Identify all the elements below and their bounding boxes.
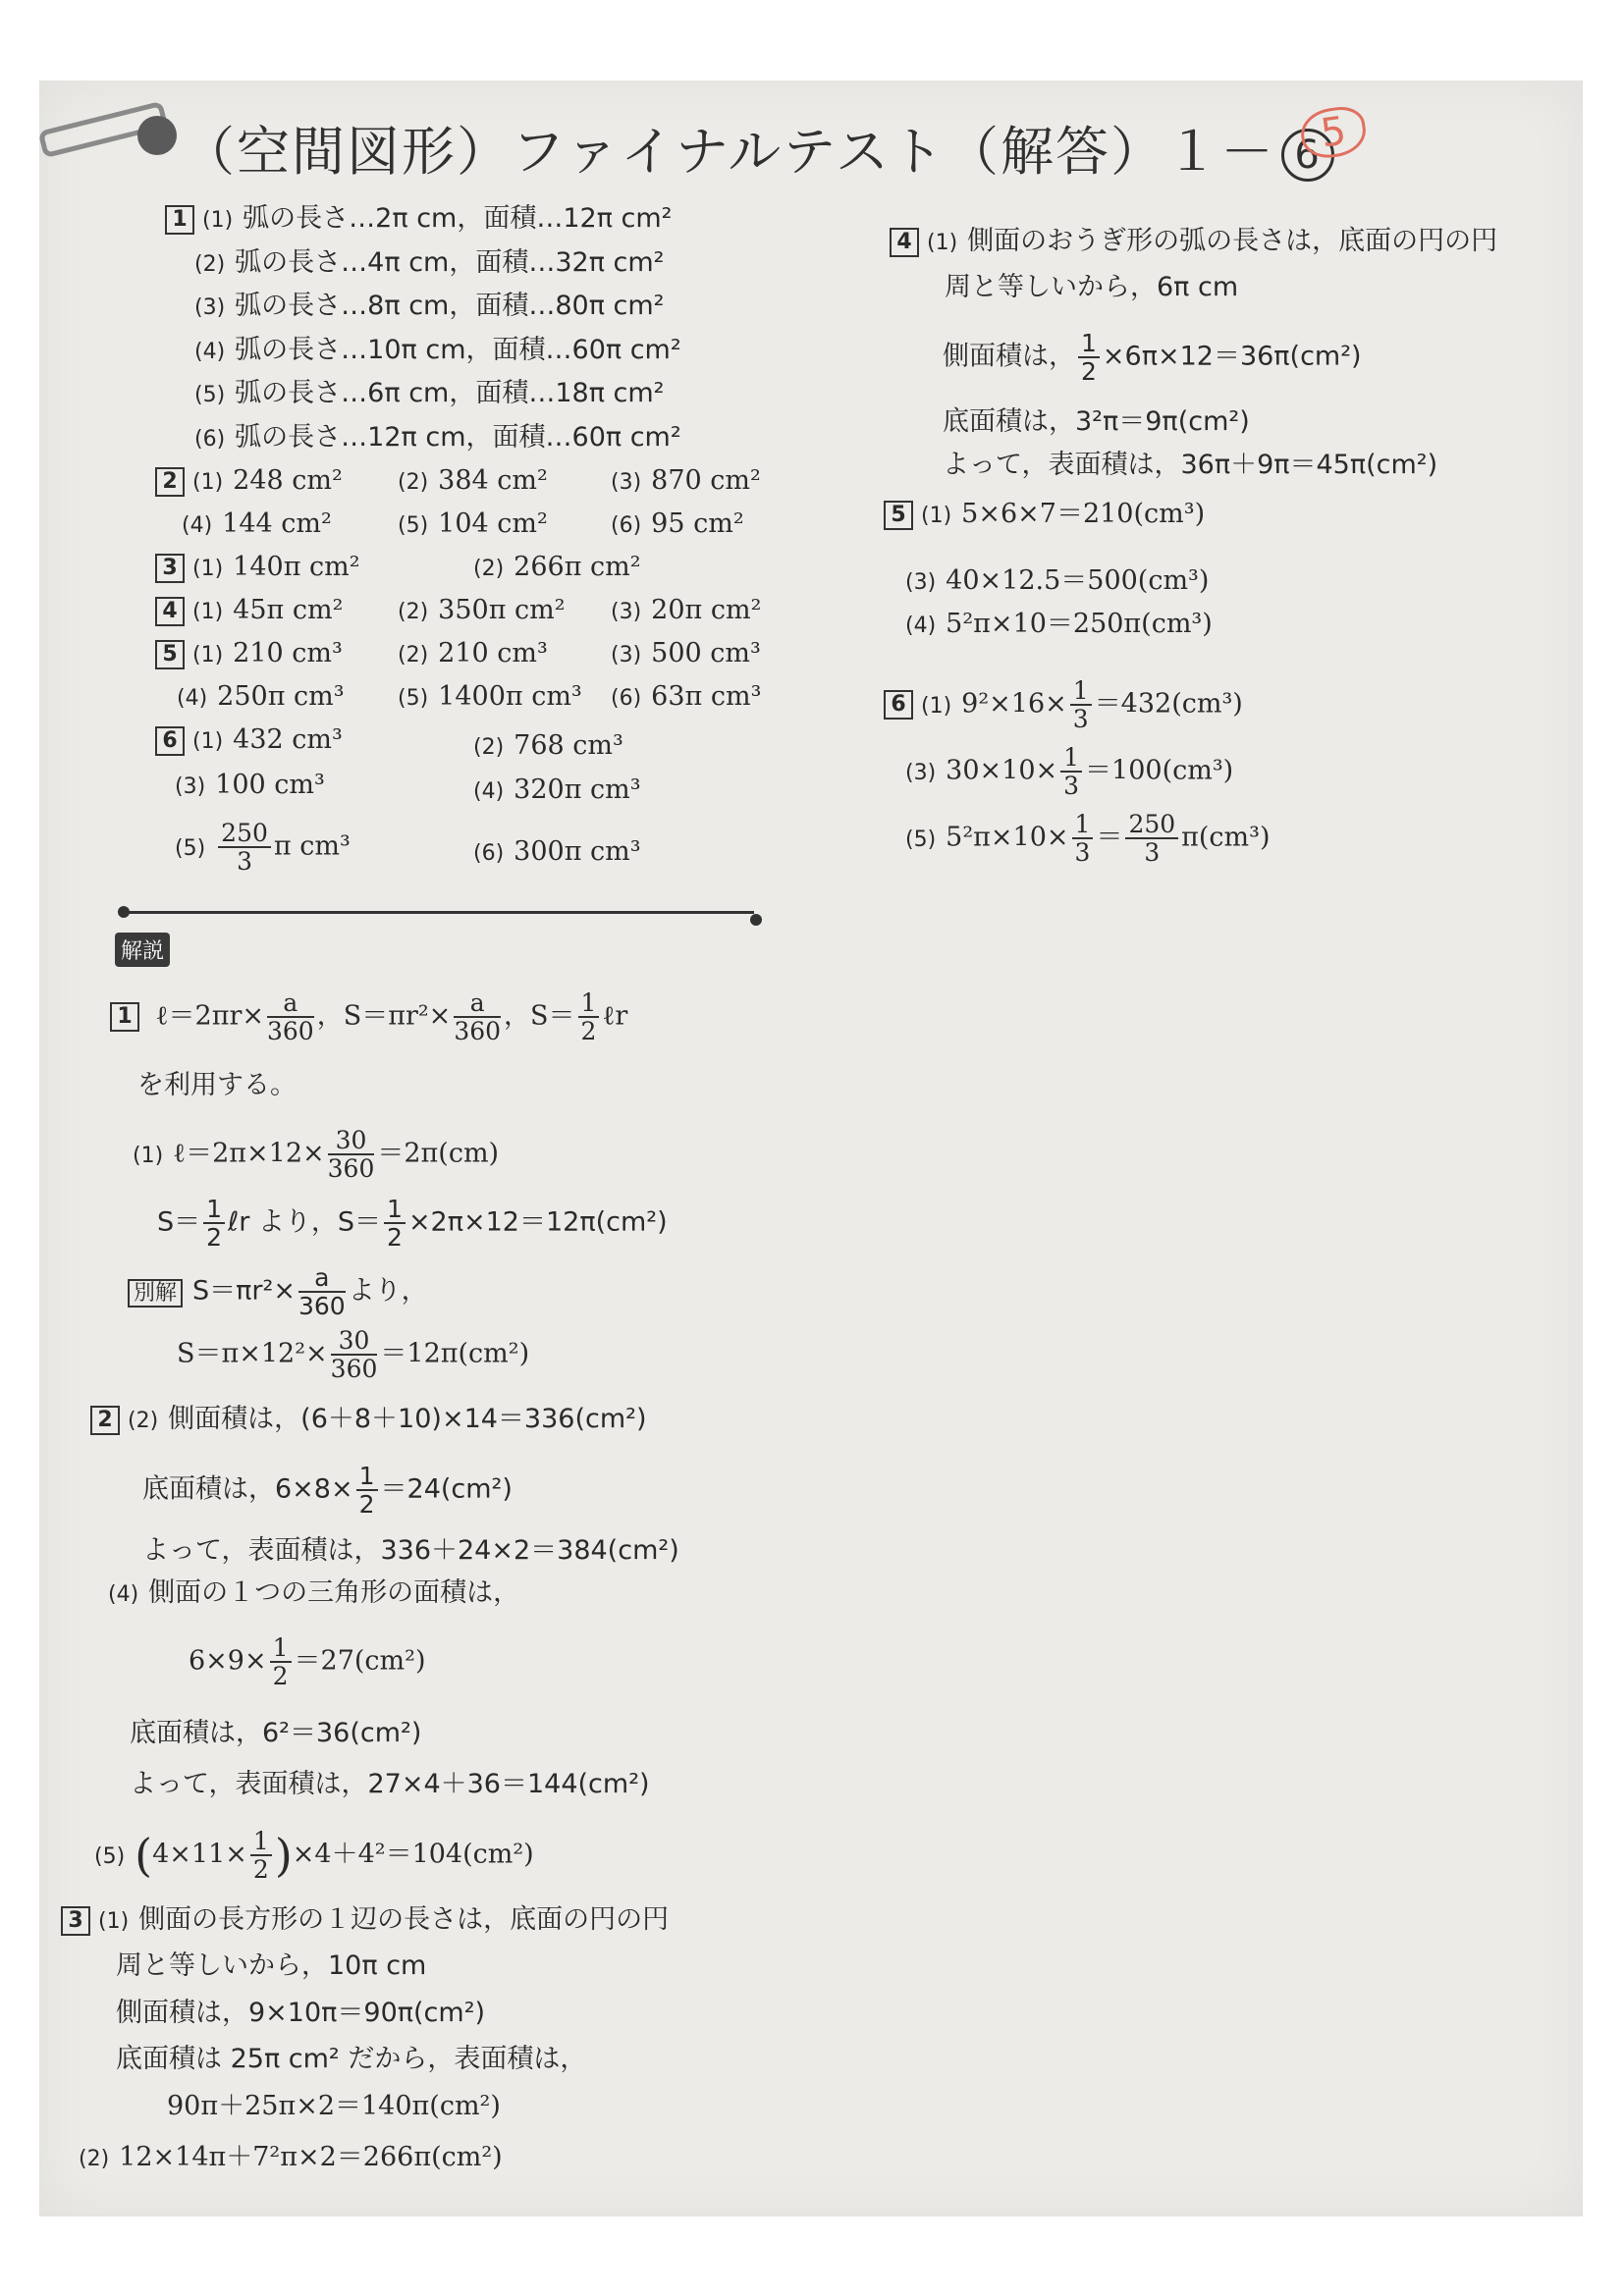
denominator: 3 (1063, 772, 1080, 800)
answer-text: 弧の長さ…10π cm，面積…60π cm² (235, 335, 681, 365)
item-number: (6) (611, 513, 642, 538)
item-number: (3) (611, 600, 642, 624)
formula-part: ＝12π(cm²) (380, 1338, 530, 1369)
formula-part: ＝100(cm³) (1085, 755, 1234, 786)
formula-part: ，S＝ (504, 1000, 575, 1032)
formula-part: ×6π×12＝36π(cm²) (1102, 341, 1362, 372)
formula-part: π(cm³) (1181, 822, 1271, 853)
fraction (1125, 811, 1178, 866)
item-number: (1) (202, 208, 234, 233)
commentary-q1-alt-calc (177, 1327, 529, 1382)
formula-part: 40×12.5＝500(cm³) (946, 565, 1210, 596)
answer-q6-4 (473, 773, 641, 810)
denominator: 360 (330, 1355, 378, 1383)
fraction (578, 989, 600, 1044)
formula-part: ℓr (602, 1000, 628, 1032)
page-title (182, 110, 1334, 186)
formula-part: S＝πr²× (192, 1275, 296, 1307)
answer-q1-5 (194, 376, 665, 413)
commentary-q1-1-arc (133, 1127, 499, 1182)
item-number: (5) (398, 513, 429, 538)
answer-text: π cm³ (273, 830, 351, 862)
item-number: (3) (194, 295, 226, 320)
fraction (1070, 677, 1092, 732)
answer-q2-5 (398, 507, 548, 544)
item-number: (3) (175, 774, 206, 799)
fraction (218, 820, 271, 875)
numerator: 1 (250, 1828, 272, 1856)
answer-q2-row1 (155, 463, 343, 501)
denominator: 2 (580, 1017, 597, 1045)
question-number-box: 1 (110, 1002, 139, 1032)
commentary-q4-1-a (890, 224, 1497, 261)
answer-text: 45π cm² (233, 595, 344, 625)
answer-q2-3 (611, 463, 761, 501)
fraction (267, 989, 314, 1044)
formula-part: ℓ＝2πr× (155, 1000, 264, 1032)
answer-text: 248 cm² (233, 465, 343, 496)
title-text: （空間図形）ファイナルテスト（解答）１－ (182, 121, 1276, 183)
numerator: 1 (1072, 811, 1094, 839)
answer-text: 20π cm² (651, 595, 762, 625)
commentary-q1-1-area (157, 1196, 668, 1251)
item-number: (4) (905, 614, 937, 638)
answer-q2-6 (611, 507, 744, 544)
divider-dot-right (750, 914, 762, 926)
answer-text: 63π cm³ (651, 681, 762, 712)
item-number: (3) (905, 760, 937, 785)
numerator: 1 (356, 1463, 378, 1491)
question-number-box: 3 (155, 554, 185, 583)
fraction (1078, 330, 1100, 385)
commentary-q6-5 (905, 811, 1271, 866)
answer-text: 320π cm³ (514, 774, 641, 805)
item-number: (4) (108, 1582, 139, 1607)
answer-text: 144 cm² (222, 508, 332, 539)
fraction (298, 1264, 346, 1319)
formula-part: ＝432(cm³) (1094, 688, 1243, 720)
formula-part: ℓr より，S＝ (228, 1206, 382, 1238)
denominator: 360 (266, 1017, 314, 1045)
answer-q2-2 (398, 463, 548, 501)
item-number: (4) (182, 513, 213, 538)
commentary-q2-2-total: よって，表面積は，336＋24×2＝384(cm²) (142, 1535, 679, 1566)
answer-q4-3 (611, 593, 761, 630)
formula-part: ＝2π(cm) (377, 1138, 500, 1169)
denominator: 360 (298, 1292, 346, 1320)
answer-text: 弧の長さ…2π cm，面積…12π cm² (243, 203, 673, 234)
formula-part: ×2π×12＝12π(cm²) (407, 1206, 668, 1238)
denominator: 2 (206, 1223, 223, 1252)
denominator: 360 (327, 1154, 375, 1183)
alt-solution-label: 別解 (128, 1279, 183, 1308)
item-number: (2) (79, 2147, 110, 2171)
title-circled-number: 6 (1281, 129, 1334, 182)
commentary-q1-alt (128, 1264, 428, 1319)
answer-q1-3 (194, 289, 665, 326)
question-number-box: 1 (165, 205, 194, 235)
item-number: (1) (921, 504, 952, 528)
denominator: 2 (387, 1223, 403, 1252)
paren-open: ( (135, 1829, 153, 1882)
numerator: 1 (1060, 744, 1082, 773)
answer-q6-3 (175, 768, 325, 805)
answer-text: 350π cm² (438, 595, 566, 625)
answer-text: 弧の長さ…8π cm，面積…80π cm² (235, 291, 665, 321)
denominator: 360 (454, 1017, 502, 1045)
denominator: 3 (237, 847, 252, 876)
numerator: a (454, 989, 501, 1018)
answer-text: 100 cm³ (215, 770, 325, 800)
commentary-q3-2 (79, 2140, 503, 2177)
handwritten-mark: 5 (1298, 104, 1369, 162)
answer-q1-4 (194, 333, 681, 370)
item-number: (2) (194, 252, 226, 277)
answer-text: 104 cm² (438, 508, 548, 539)
formula-part: S＝ (157, 1206, 201, 1238)
formula-part: 側面の１つの三角形の面積は， (148, 1577, 520, 1608)
item-number: (1) (133, 1143, 164, 1168)
numerator: 250 (218, 820, 271, 848)
answer-q6-5 (175, 820, 351, 875)
item-number: (4) (177, 686, 208, 711)
commentary-q4-1-e: 底面積は，3²π＝9π(cm²) (943, 406, 1250, 437)
answer-text: 250π cm³ (217, 681, 345, 712)
denominator: 2 (252, 1855, 269, 1884)
answer-q5-2 (398, 636, 548, 673)
commentary-q2-4-base: 底面積は，6²＝36(cm²) (130, 1718, 422, 1748)
commentary-q3-1-d: 底面積は 25π cm² だから，表面積は， (116, 2044, 587, 2074)
answer-text: 300π cm³ (514, 836, 641, 867)
answer-q5-5 (398, 679, 582, 717)
denominator: 3 (1072, 705, 1089, 733)
numerator: 1 (1078, 330, 1100, 358)
item-number: (2) (398, 600, 429, 624)
item-number: (4) (194, 340, 226, 364)
answer-q1-1 (165, 201, 673, 239)
item-number: (5) (94, 1843, 126, 1869)
answer-q3-1 (155, 550, 360, 587)
fraction (454, 989, 501, 1044)
commentary-q2-4-intro (108, 1575, 519, 1613)
numerator: a (267, 989, 314, 1018)
answer-q4-1 (155, 593, 343, 630)
numerator: 250 (1125, 811, 1178, 839)
item-number: (1) (192, 729, 224, 754)
item-number: (3) (611, 470, 642, 495)
item-number: (2) (398, 470, 429, 495)
formula-part: ＝27(cm²) (294, 1645, 426, 1677)
commentary-q1-use: を利用する。 (137, 1070, 297, 1100)
item-number: (1) (921, 693, 952, 719)
commentary-q5-4 (905, 607, 1213, 644)
commentary-q5-3 (905, 563, 1209, 601)
formula-part: ℓ＝2π×12× (173, 1138, 325, 1169)
item-number: (5) (194, 383, 226, 407)
answer-text: 266π cm² (514, 552, 641, 582)
answer-q1-2 (194, 245, 665, 283)
numerator: 1 (578, 989, 600, 1018)
commentary-q4-1-b: 周と等しいから，6π cm (945, 272, 1239, 302)
fraction (270, 1634, 292, 1689)
fraction (356, 1463, 378, 1518)
commentary-label: 解説 (115, 933, 170, 967)
answer-text: 210 cm³ (438, 638, 548, 668)
commentary-q3-1-c: 側面積は，9×10π＝90π(cm²) (116, 1998, 486, 2028)
section-divider (126, 911, 754, 914)
item-number: (6) (194, 427, 226, 452)
item-number: (6) (473, 841, 505, 866)
answer-text: 弧の長さ…4π cm，面積…32π cm² (235, 247, 665, 278)
question-number-box: 3 (61, 1906, 90, 1936)
item-number: (3) (905, 570, 937, 595)
formula-part: 側面の長方形の１辺の長さは，底面の円の円 (138, 1904, 670, 1935)
commentary-q1-formulas (110, 989, 627, 1044)
numerator: 30 (331, 1327, 378, 1356)
numerator: 30 (328, 1127, 375, 1155)
item-number: (2) (473, 557, 505, 581)
commentary-q6-1 (884, 677, 1243, 732)
formula-part: 30×10× (946, 755, 1058, 786)
answer-text: 870 cm² (651, 465, 761, 496)
numerator: 1 (384, 1196, 406, 1224)
formula-part: 9²×16× (961, 688, 1067, 720)
fraction (1060, 744, 1082, 799)
answer-text: 弧の長さ…6π cm，面積…18π cm² (235, 378, 665, 408)
answer-q2-4 (182, 507, 332, 544)
commentary-q2-4-total: よって，表面積は，27×4＋36＝144(cm²) (130, 1769, 650, 1799)
formula-part: 側面のおうぎ形の弧の長さは，底面の円の円 (967, 226, 1498, 256)
answer-q5-4 (177, 679, 345, 717)
numerator: 1 (270, 1634, 292, 1663)
item-number: (1) (927, 231, 958, 255)
answer-text: 210 cm³ (233, 638, 343, 668)
item-number: (1) (192, 557, 224, 581)
answer-q1-6 (194, 420, 681, 457)
formula-part: 底面積は，6×8× (142, 1473, 353, 1505)
answer-q6-2 (473, 728, 623, 766)
question-number-box: 4 (155, 597, 185, 626)
commentary-q4-1-c (943, 330, 1362, 385)
item-number: (1) (192, 470, 224, 495)
answer-q6-6 (473, 834, 641, 872)
answer-text: 432 cm³ (233, 724, 343, 755)
answer-q5-3 (611, 636, 761, 673)
numerator: a (298, 1264, 346, 1293)
formula-part: ，S＝πr²× (316, 1000, 452, 1032)
question-number-box: 2 (90, 1406, 120, 1435)
item-number: (1) (192, 600, 224, 624)
numerator: 1 (203, 1196, 225, 1224)
item-number: (2) (473, 735, 505, 760)
paren-close: ) (274, 1829, 293, 1882)
answer-q3-2 (473, 550, 641, 587)
question-number-box: 4 (890, 228, 919, 257)
item-number: (5) (175, 835, 206, 861)
denominator: 2 (1081, 357, 1097, 386)
formula-part: 側面積は， (943, 341, 1075, 372)
question-number-box: 5 (155, 640, 185, 669)
fraction (328, 1127, 375, 1182)
commentary-q6-3 (905, 744, 1233, 799)
item-number: (1) (192, 643, 224, 667)
formula-part: S＝π×12²× (177, 1338, 328, 1369)
answer-text: 500 cm³ (651, 638, 761, 668)
item-number: (4) (473, 779, 505, 804)
item-number: (6) (611, 686, 642, 711)
answer-text: 95 cm² (651, 508, 744, 539)
commentary-q3-1-a (61, 1902, 669, 1940)
answer-q5-6 (611, 679, 761, 717)
denominator: 2 (358, 1490, 375, 1519)
commentary-q2-2-side (90, 1402, 647, 1439)
formula-part: 6×9× (189, 1645, 267, 1677)
question-number-box: 5 (884, 501, 913, 530)
denominator: 3 (1074, 838, 1091, 867)
item-number: (2) (398, 643, 429, 667)
formula-part: 5²π×10× (946, 822, 1069, 853)
item-number: (5) (398, 686, 429, 711)
formula-part: 4×11× (152, 1839, 247, 1870)
question-number-box: 6 (884, 690, 913, 720)
formula-part: 12×14π＋7²π×2＝266π(cm²) (119, 2142, 503, 2172)
formula-part: ＝24(cm²) (380, 1473, 513, 1505)
denominator: 3 (1144, 838, 1161, 867)
answer-text: 384 cm² (438, 465, 548, 496)
fraction (384, 1196, 406, 1251)
commentary-q3-1-e: 90π＋25π×2＝140π(cm²) (167, 2091, 501, 2121)
fraction (250, 1828, 272, 1883)
formula-part: 5²π×10＝250π(cm³) (946, 609, 1213, 639)
answer-text: 弧の長さ…12π cm，面積…60π cm² (235, 422, 681, 453)
item-number: (5) (905, 827, 937, 852)
punch-hole (137, 116, 177, 155)
item-number: (1) (98, 1909, 130, 1934)
commentary-q2-2-base (142, 1463, 513, 1518)
formula-part: ×4＋4²＝104(cm²) (292, 1839, 534, 1870)
answer-q4-2 (398, 593, 566, 630)
formula-part: 側面積は，(6＋8＋10)×14＝336(cm²) (168, 1404, 647, 1434)
answer-q5-1 (155, 636, 343, 673)
commentary-q5-1 (884, 497, 1205, 534)
item-number: (2) (128, 1409, 159, 1433)
formula-part: ＝ (1096, 822, 1123, 853)
formula-part: 5×6×7＝210(cm³) (961, 499, 1206, 529)
formula-part: より， (348, 1275, 428, 1307)
answer-q6-1 (155, 722, 343, 760)
question-number-box: 2 (155, 467, 185, 497)
item-number: (3) (611, 643, 642, 667)
fraction (203, 1196, 225, 1251)
commentary-q4-1-f: よって，表面積は，36π＋9π＝45π(cm²) (943, 450, 1438, 480)
fraction (331, 1327, 378, 1382)
commentary-q2-5 (94, 1828, 534, 1883)
question-number-box: 6 (155, 726, 185, 756)
commentary-q2-4-tri (189, 1634, 426, 1689)
fraction (1072, 811, 1094, 866)
denominator: 2 (272, 1662, 289, 1690)
answer-text: 768 cm³ (514, 730, 623, 761)
commentary-q3-1-b: 周と等しいから，10π cm (116, 1950, 427, 1981)
answer-text: 1400π cm³ (438, 681, 582, 712)
answer-text: 140π cm² (233, 552, 360, 582)
numerator: 1 (1070, 677, 1092, 706)
